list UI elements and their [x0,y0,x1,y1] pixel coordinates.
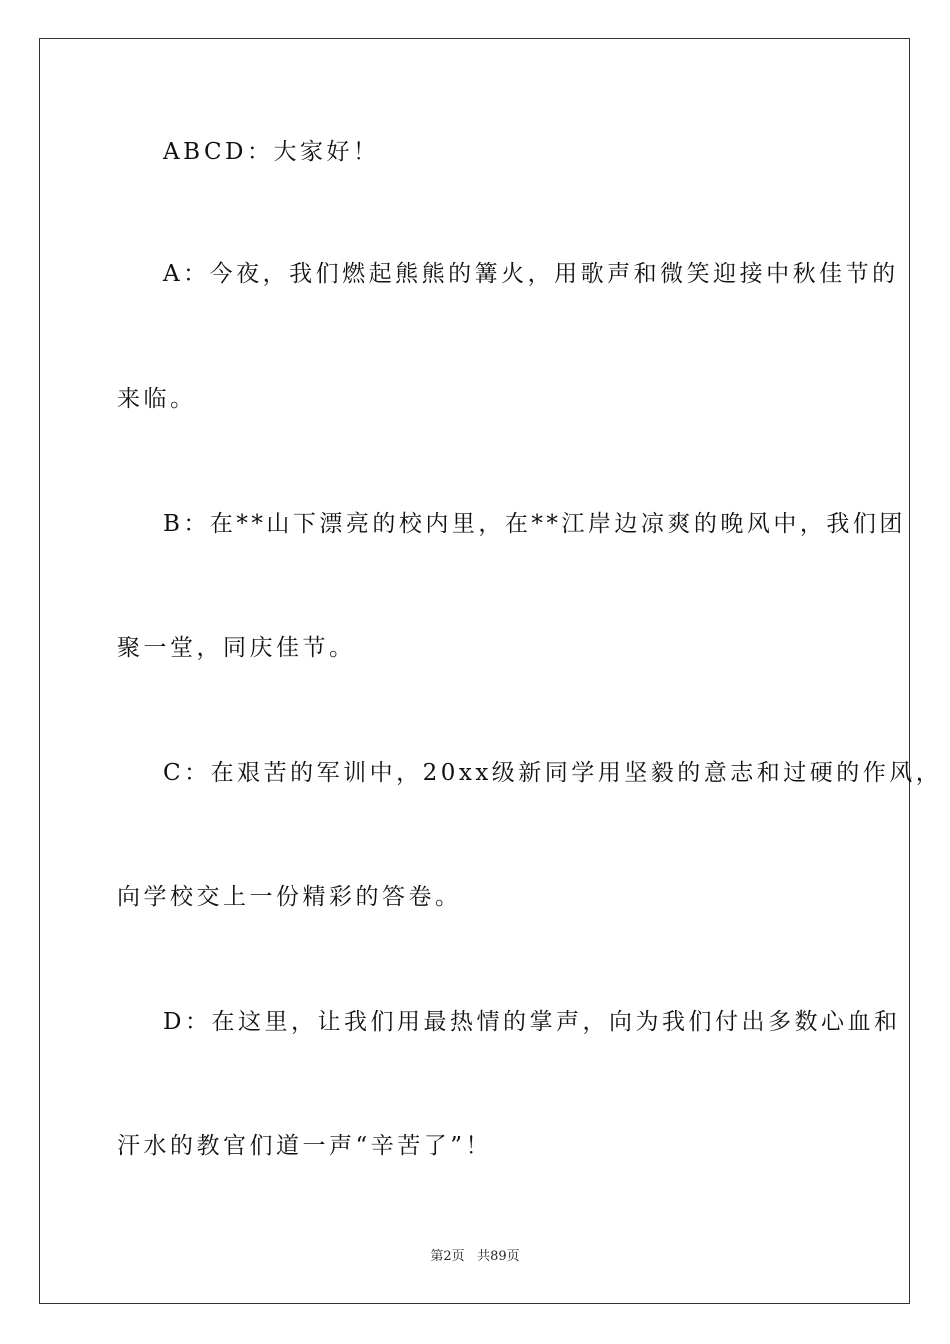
paragraph-line-1: ABCD：大家好！ [163,139,380,165]
paragraph-line-9: 汗水的教官们道一声“辛苦了”！ [117,1133,493,1159]
page-total: 共89页 [477,1249,520,1264]
paragraph-line-3: 来临。 [117,386,197,412]
page-frame [39,38,910,1304]
footer-spacer [465,1249,477,1264]
page-number: 第2页 [430,1249,465,1264]
paragraph-line-4: B：在**山下漂亮的校内里，在**江岸边凉爽的晚风中，我们团 [163,511,906,537]
paragraph-line-2: A：今夜，我们燃起熊熊的篝火，用歌声和微笑迎接中秋佳节的 [163,261,899,287]
paragraph-line-8: D：在这里，让我们用最热情的掌声，向为我们付出多数心血和 [163,1009,901,1035]
paragraph-line-6: C：在艰苦的军训中，20xx级新同学用坚毅的意志和过硬的作风， [163,760,943,786]
paragraph-line-5: 聚一堂，同庆佳节。 [117,635,356,661]
page-footer [0,1248,950,1266]
paragraph-line-7: 向学校交上一份精彩的答卷。 [117,884,462,910]
